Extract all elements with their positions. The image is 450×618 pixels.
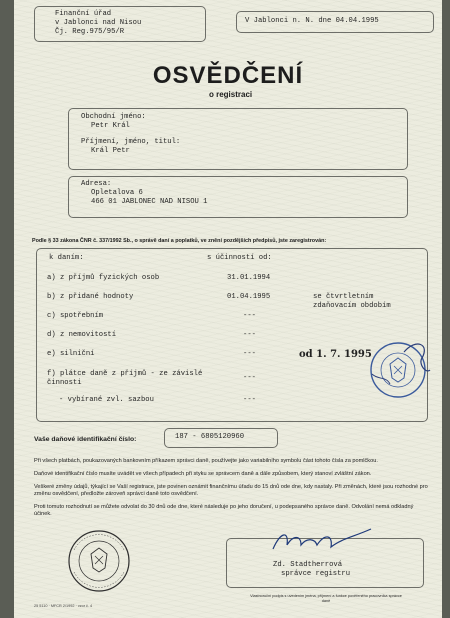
handwritten-effective-date: od 1. 7. 1995 [299,349,372,360]
business-name-value: Petr Král [91,122,130,130]
official-stamp [364,334,436,406]
business-name-label: Obchodní jméno: [81,113,146,121]
tax-row-label: a) z příjmů fyzických osob [47,274,160,282]
form-code: 25 5110 · MFCR 2/1992 · vzor č. 4 [34,604,93,608]
person-label: Příjmení, jméno, titul: [81,138,181,146]
tax-row-label: c) spotřebním [47,312,104,320]
handwritten-signature [267,527,377,557]
tax-row-label: f) plátce daně z příjmů - ze závislé činnosti [47,370,203,387]
document-subtitle: o registraci [209,90,253,99]
address-street: Opletalova 6 [91,189,143,197]
reference-number: Čj. Reg.975/95/R [55,28,125,36]
info-paragraph: Daňové identifikační číslo musíte uvádět ve všech případech při styku se správcem daně a dále způsobem, který stanoví zvláštní zákon. [34,471,372,477]
signatory-name: Zd. Stadtherrová [273,561,343,569]
address-box [68,176,408,218]
address-label: Adresa: [81,180,112,188]
round-stamp [66,528,132,594]
tax-row-date: 31.01.1994 [227,274,271,282]
tax-row-date: --- [243,331,256,339]
business-box [68,108,408,170]
taxes-header-right: s účinností od: [207,254,272,262]
certificate-sheet [14,0,442,618]
office-header-box [34,6,206,42]
office-name: Finanční úřad [55,10,112,18]
taxes-header-left: k daním: [49,254,84,262]
address-city: 466 01 JABLONEC NAD NISOU 1 [91,198,208,206]
issue-date: V Jablonci n. N. dne 04.04.1995 [245,17,379,25]
office-city: v Jablonci nad Nisou [55,19,142,27]
info-paragraph: Proti tomuto rozhodnutí se můžete odvolat do 30 dnů ode dne, které následuje po jeho doručení, u podepsaného správce daně. Odvolání nemá odkladný účinek. [34,504,414,517]
law-reference: Podle § 33 zákona ČNR č. 337/1992 Sb., o správě daní a poplatků, ve znění pozdějších předpisů, jste zaregistrován: [32,238,327,244]
date-box [236,11,434,33]
dic-label: Vaše daňové identifikační číslo: [34,436,137,443]
tax-row-note: se čtvrtletním zdaňovacím obdobím [313,293,391,310]
tax-row-label: d) z nemovitostí [47,331,117,339]
tax-row-label: e) silniční [47,350,95,358]
document-title: OSVĚDČENÍ [152,62,304,89]
tax-row-label: - vybírané zvl. sazbou [59,396,154,404]
signature-footer-note: Vlastnoruční podpis s uvedením jména, příjmení a funkce pověřeného pracovníka správce daně [250,594,402,603]
tax-row-date: --- [243,396,256,404]
signatory-role: správce registru [281,570,351,578]
dic-value: 187 - 6805120960 [175,433,245,441]
signature-box [226,538,424,588]
person-value: Král Petr [91,147,130,155]
info-paragraph: Veškeré změny údajů, týkající se Vaší registrace, jste povinen oznámit finančnímu úřadu do 15 dnů ode dne, kdy nastaly. Při změnách, které jsou rozhodné pro změnu osvědčení, předložte zároveň správci daně toto osvědčení. [34,484,428,497]
info-paragraph: Při všech platbách, poukazovaných bankovním příkazem správci daně, používejte jako variabilního symbolu část tohoto čísla za pomlčkou. [34,458,378,464]
dic-box [164,428,278,448]
tax-row-label: b) z přidané hodnoty [47,293,134,301]
tax-row-date: --- [243,312,256,320]
tax-row-date: --- [243,350,256,358]
tax-row-date: --- [243,374,256,382]
tax-row-date: 01.04.1995 [227,293,271,301]
